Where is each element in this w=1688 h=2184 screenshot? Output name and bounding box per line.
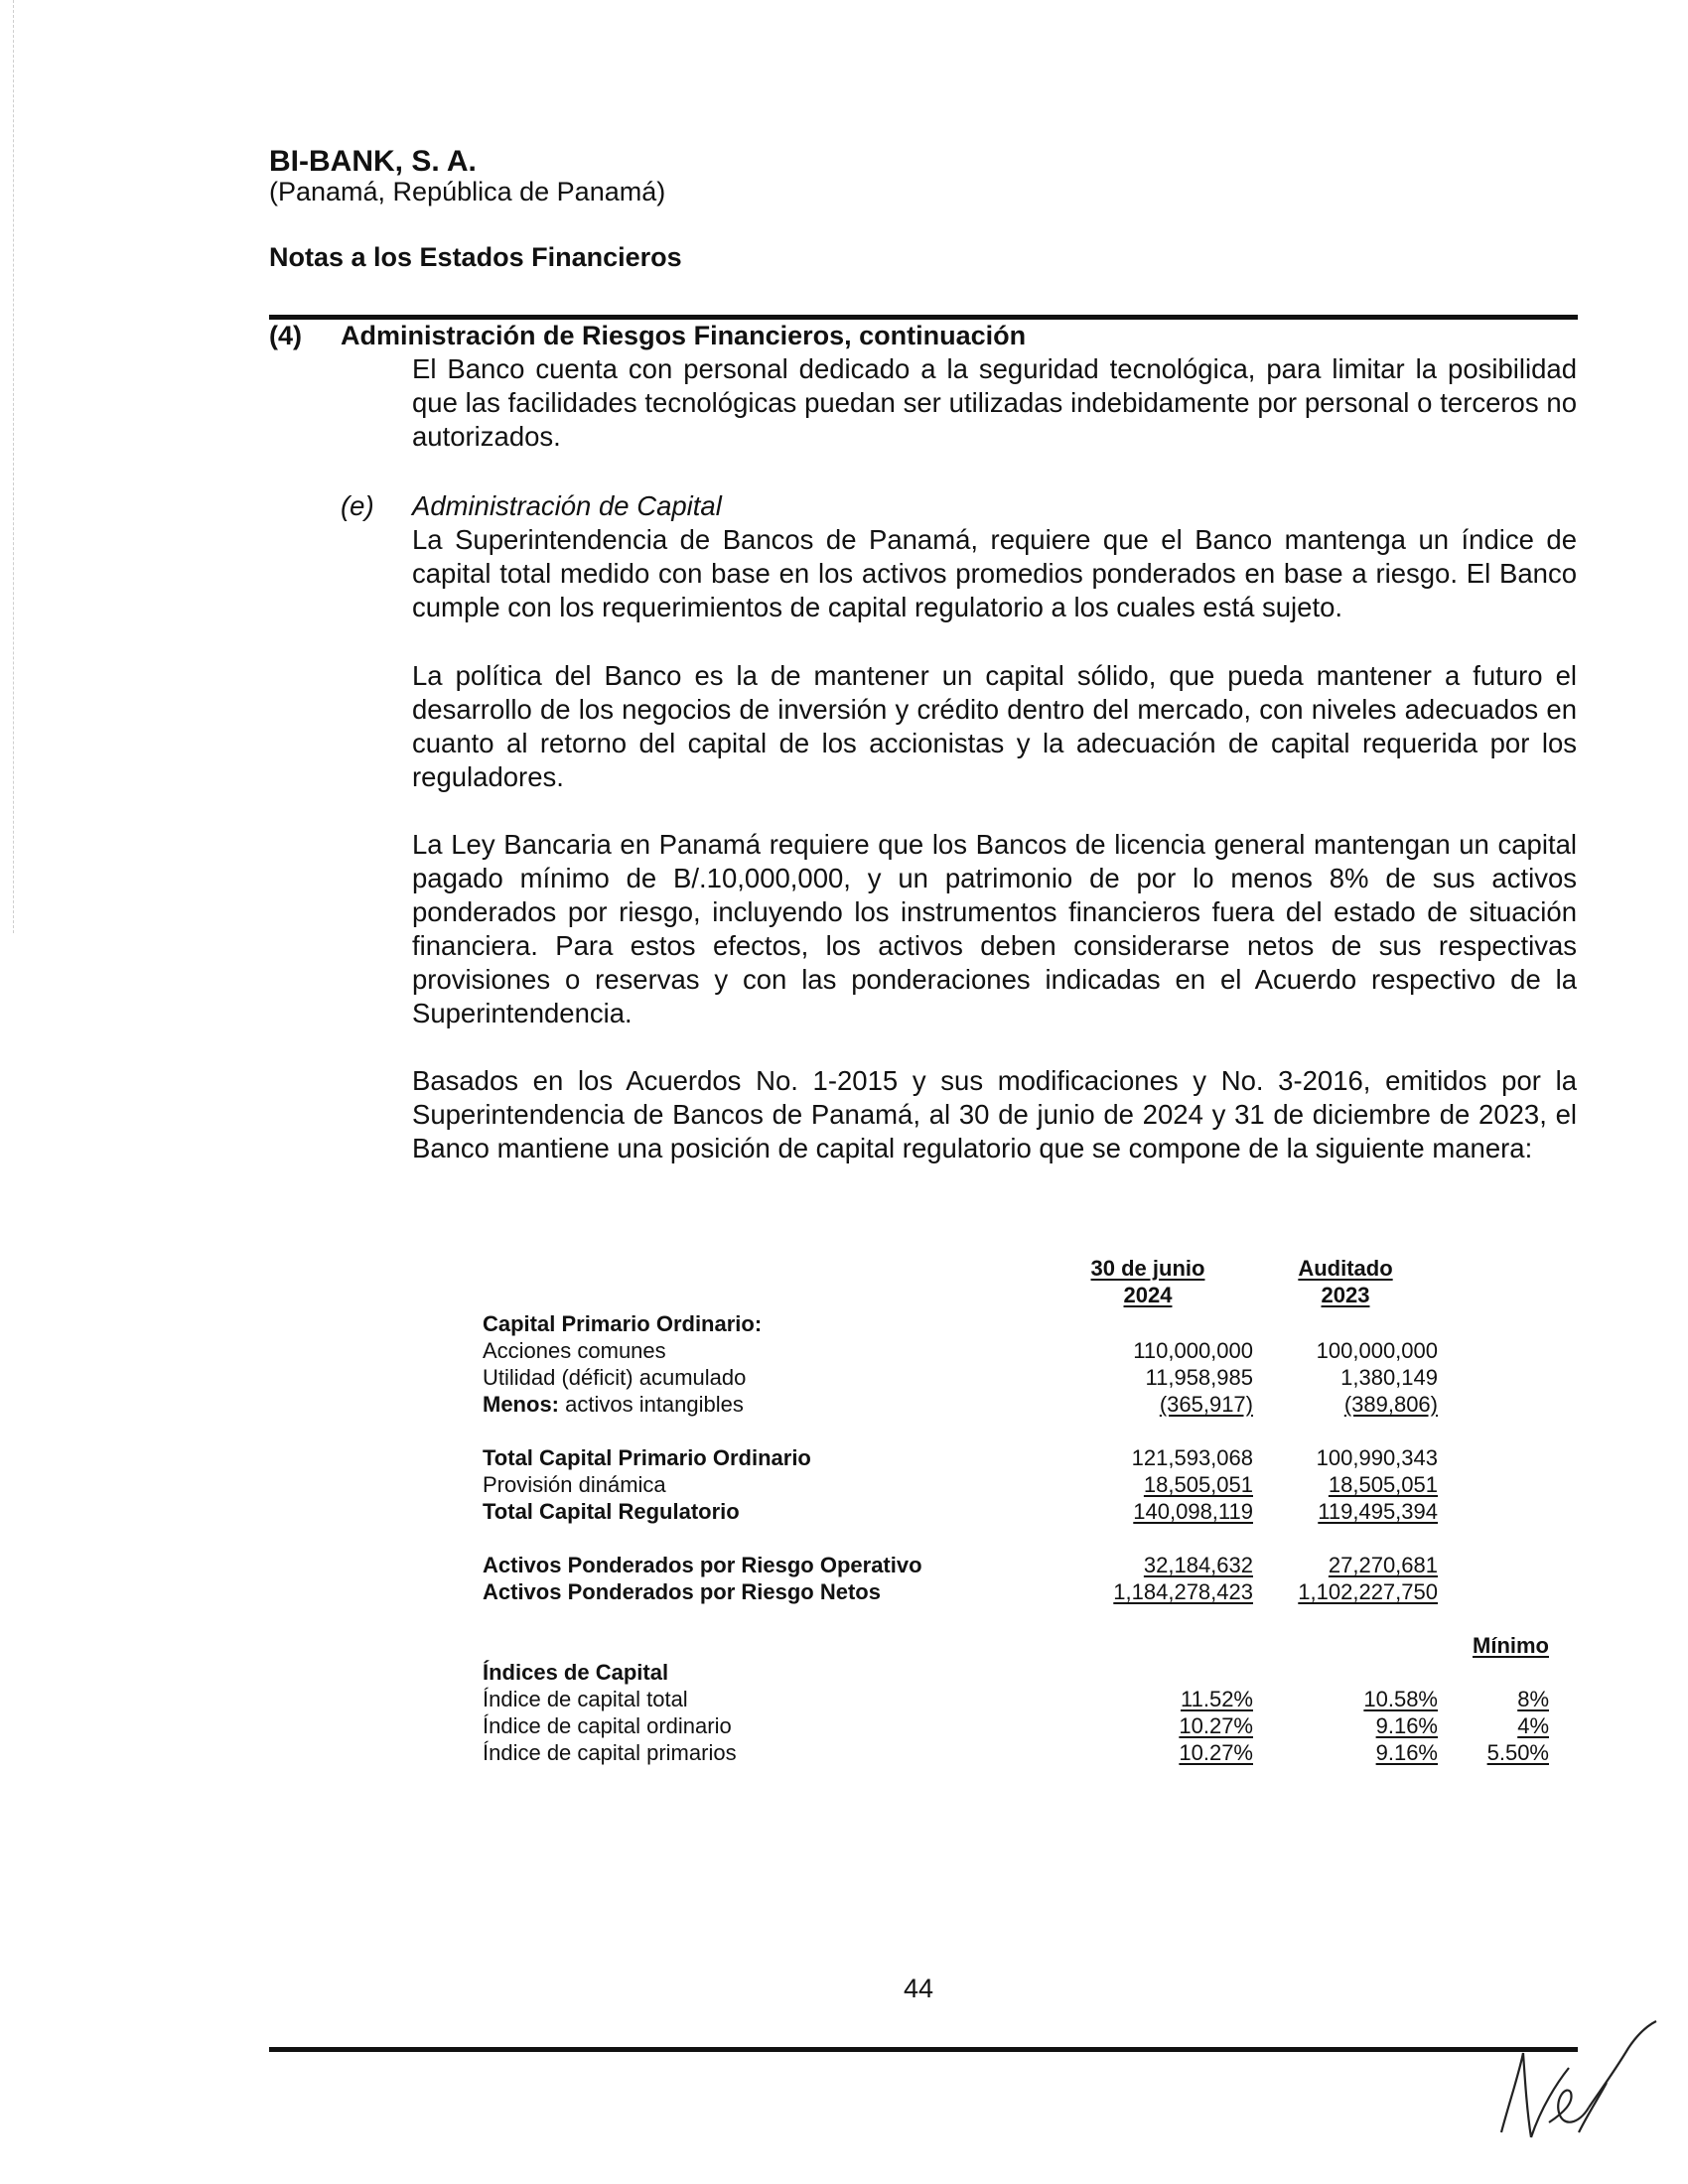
- row-label-total-regulatorio: Total Capital Regulatorio: [483, 1499, 740, 1524]
- row-value-operativo-2024: 32,184,632: [1143, 1553, 1253, 1577]
- page-number: 44: [903, 1974, 934, 2003]
- group-capital-primario: Capital Primario Ordinario:: [483, 1311, 763, 1336]
- row-value-utilidad-2024: 11,958,985: [1145, 1365, 1253, 1390]
- intro-paragraph: El Banco cuenta con personal dedicado a la seguridad tecnológica, para limitar la posibilidad que las facilidades tecnológicas puedan ser utilizadas indebidamente por personal o terceros no autorizados.: [412, 353, 1577, 452]
- col-header-2023: Auditado 2023: [1298, 1256, 1393, 1307]
- row-value-total-regulatorio-2024: 140,098,119: [1133, 1499, 1253, 1524]
- index-value-primarios-2023: 9.16%: [1375, 1740, 1438, 1765]
- subsection-title: Administración de Capital: [412, 490, 722, 521]
- index-label-ordinario: Índice de capital ordinario: [483, 1713, 732, 1738]
- company-location: (Panamá, República de Panamá): [269, 177, 666, 206]
- row-label-total-primario: Total Capital Primario Ordinario: [483, 1445, 811, 1470]
- row-value-utilidad-2023: 1,380,149: [1340, 1365, 1438, 1390]
- row-value-operativo-2023: 27,270,681: [1328, 1553, 1438, 1577]
- index-label-primarios: Índice de capital primarios: [483, 1740, 737, 1765]
- section-number: (4): [269, 321, 302, 350]
- index-value-total-2023: 10.58%: [1363, 1687, 1438, 1711]
- row-value-netos-2023: 1,102,227,750: [1298, 1579, 1438, 1604]
- row-label-provision: Provisión dinámica: [483, 1472, 666, 1497]
- row-value-total-regulatorio-2023: 119,495,394: [1318, 1499, 1438, 1524]
- row-value-acciones-2023: 100,000,000: [1316, 1338, 1438, 1363]
- row-label-acciones: Acciones comunes: [483, 1338, 666, 1363]
- paragraph-acuerdos: Basados en los Acuerdos No. 1-2015 y sus modificaciones y No. 3-2016, emitidos por la Superintendencia de Bancos de Panamá, al 30 de junio de 2024 y 31 de diciembre de 2023, el Banco mantiene una posición de capital regulatorio que se compone de la siguiente manera:: [412, 1065, 1577, 1163]
- index-value-ordinario-2024: 10.27%: [1179, 1713, 1253, 1738]
- row-value-acciones-2024: 110,000,000: [1133, 1338, 1253, 1363]
- index-value-total-2024: 11.52%: [1181, 1687, 1253, 1711]
- row-value-netos-2024: 1,184,278,423: [1113, 1579, 1253, 1604]
- row-value-menos-2023: (389,806): [1343, 1392, 1438, 1417]
- scan-margin-line: [13, 0, 15, 933]
- row-label-operativo: Activos Ponderados por Riesgo Operativo: [483, 1553, 922, 1577]
- index-value-ordinario-min: 4%: [1517, 1713, 1549, 1738]
- row-value-provision-2023: 18,505,051: [1328, 1472, 1438, 1497]
- paragraph-politica: La política del Banco es la de mantener un capital sólido, que pueda mantener a futuro el desarrollo de los negocios de inversión y crédito dentro del mercado, con niveles adecuados en cuanto al retorno del capital de los accionistas y la adecuación de capital requerida por los reguladores.: [412, 660, 1577, 792]
- col-header-2024: 30 de junio 2024: [1090, 1256, 1205, 1307]
- notes-title: Notas a los Estados Financieros: [269, 242, 682, 272]
- row-value-provision-2024: 18,505,051: [1143, 1472, 1253, 1497]
- index-value-primarios-min: 5.50%: [1486, 1740, 1549, 1765]
- subsection-letter: (e): [341, 490, 374, 521]
- indices-title: Índices de Capital: [483, 1660, 669, 1685]
- row-label-utilidad: Utilidad (déficit) acumulado: [483, 1365, 747, 1390]
- index-label-total: Índice de capital total: [483, 1687, 688, 1711]
- top-rule: [269, 315, 1578, 320]
- signature-initials: [1479, 2013, 1668, 2162]
- row-label-menos: Menos: activos intangibles: [483, 1392, 744, 1417]
- row-value-total-primario-2023: 100,990,343: [1316, 1445, 1438, 1470]
- col-header-minimo: Mínimo: [1473, 1633, 1549, 1658]
- row-label-netos: Activos Ponderados por Riesgo Netos: [483, 1579, 881, 1604]
- index-value-ordinario-2023: 9.16%: [1375, 1713, 1438, 1738]
- section-title: Administración de Riesgos Financieros, continuación: [341, 321, 1027, 350]
- row-value-total-primario-2024: 121,593,068: [1131, 1445, 1253, 1470]
- row-value-menos-2024: (365,917): [1159, 1392, 1253, 1417]
- paragraph-ley-bancaria: La Ley Bancaria en Panamá requiere que los Bancos de licencia general mantengan un capital pagado mínimo de B/.10,000,000, y un patrimonio de por lo menos 8% de sus activos ponderados por riesgo, incluyendo los instrumentos financieros fuera del estado de situación financiera. Para estos efectos, los activos deben considerarse netos de sus respectivas provisiones o reservas y con las ponderaciones indicadas en el Acuerdo respectivo de la Superintendencia.: [412, 829, 1577, 1028]
- index-value-total-min: 8%: [1517, 1687, 1549, 1711]
- bottom-rule: [269, 2047, 1578, 2052]
- paragraph-superintendencia: La Superintendencia de Bancos de Panamá, requiere que el Banco mantenga un índice de capital total medido con base en los activos promedios ponderados en base a riesgo. El Banco cumple con los requerimientos de capital regulatorio a los cuales está sujeto.: [412, 524, 1577, 622]
- company-name: BI-BANK, S. A.: [269, 145, 477, 178]
- index-value-primarios-2024: 10.27%: [1179, 1740, 1253, 1765]
